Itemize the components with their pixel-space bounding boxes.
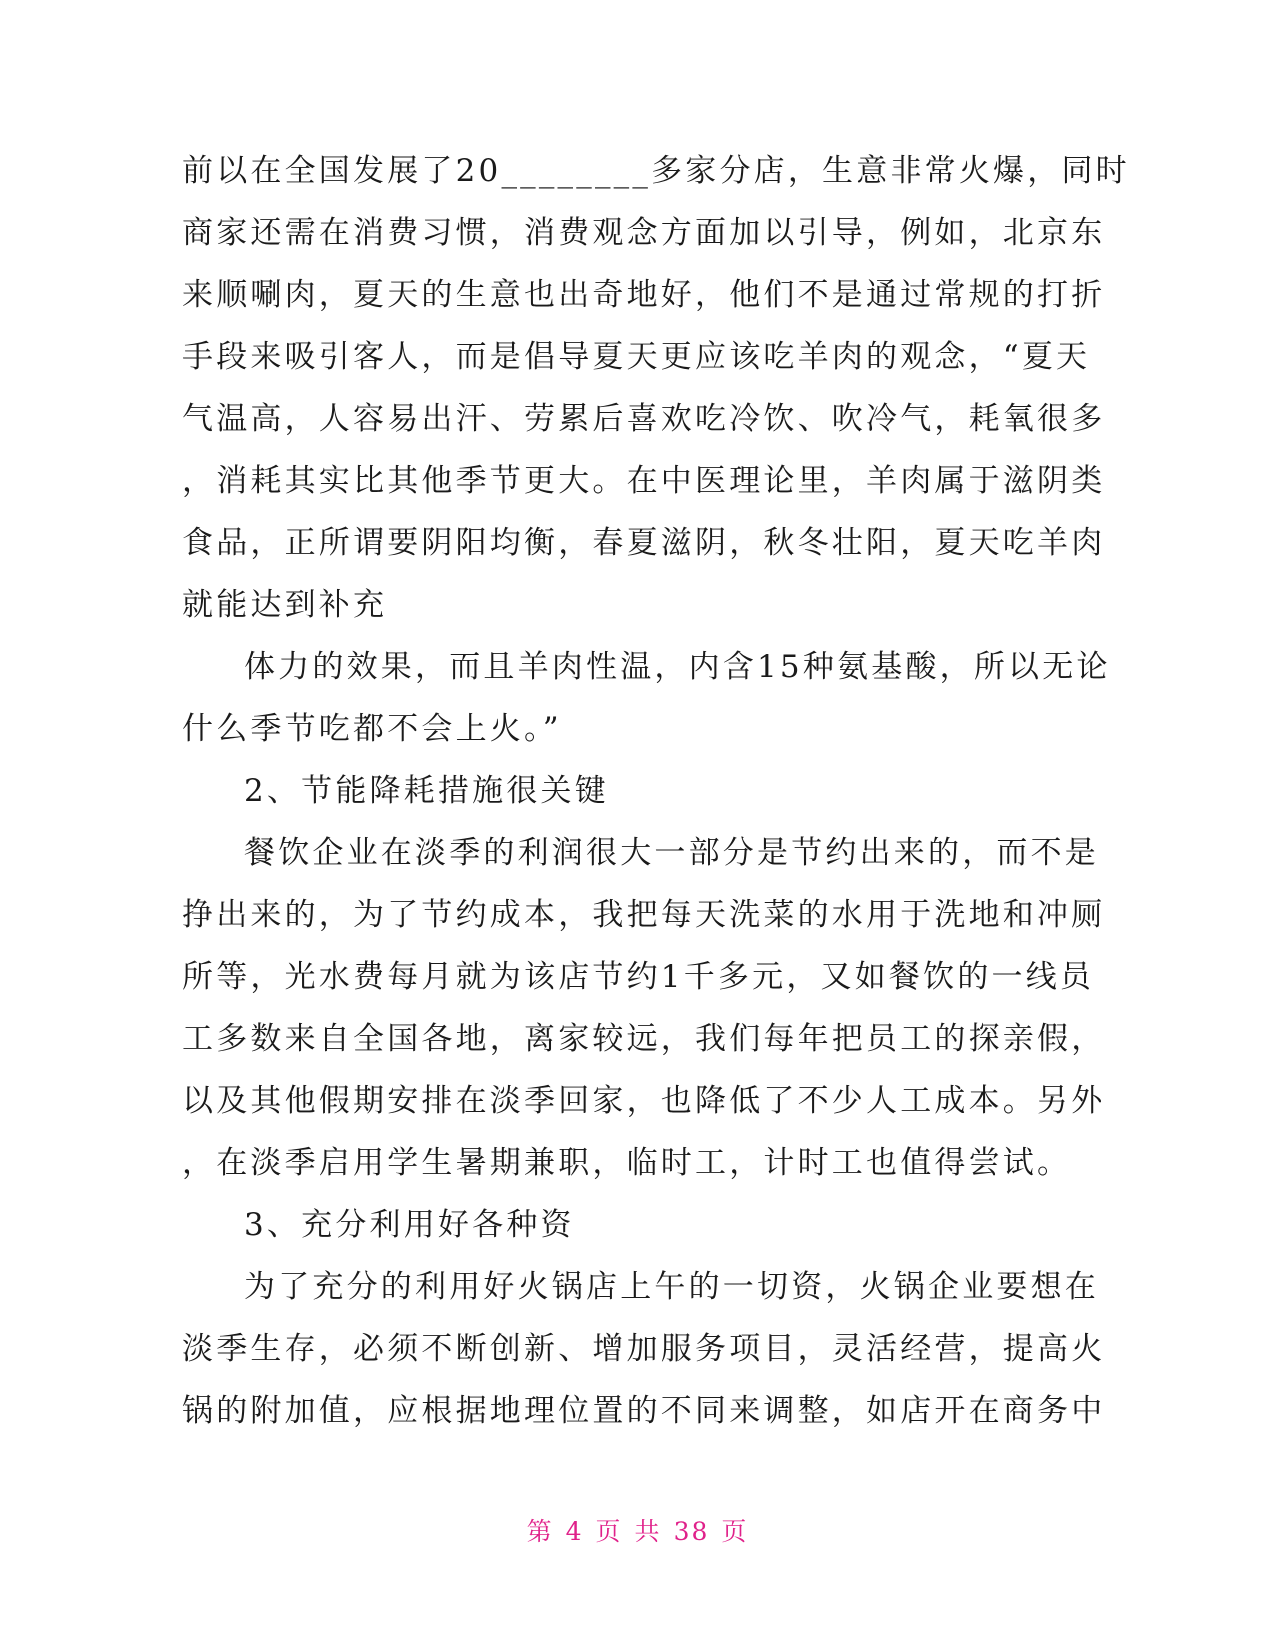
text-line: 就能达到补充 xyxy=(182,587,388,623)
text-line: 气温高，人容易出汗、劳累后喜欢吃冷饮、吹冷气，耗氧很多 xyxy=(182,401,1106,437)
text-line: 锅的附加值，应根据地理位置的不同来调整，如店开在商务中 xyxy=(182,1393,1106,1429)
text-line: ，在淡季启用学生暑期兼职，临时工，计时工也值得尝试。 xyxy=(182,1145,1072,1181)
text-line: 挣出来的，为了节约成本，我把每天洗菜的水用于洗地和冲厕 xyxy=(182,897,1106,933)
text-line: 手段来吸引客人，而是倡导夏天更应该吃羊肉的观念，“夏天 xyxy=(182,339,1091,375)
text-line: 商家还需在消费习惯，消费观念方面加以引导，例如，北京东 xyxy=(182,215,1106,251)
text-line: 体力的效果，而且羊肉性温，内含15种氨基酸，所以无论 xyxy=(244,649,1111,685)
page-current-number: 4 xyxy=(565,1517,584,1546)
text-line: 淡季生存，必须不断创新、增加服务项目，灵活经营，提高火 xyxy=(182,1331,1106,1367)
text-line: 以及其他假期安排在淡季回家，也降低了不少人工成本。另外 xyxy=(182,1083,1106,1119)
page-label-prefix: 第 xyxy=(526,1517,554,1546)
page-total-number: 38 xyxy=(673,1517,710,1546)
section-heading: 3、充分利用好各种资 xyxy=(244,1207,575,1243)
text-line: ，消耗其实比其他季节更大。在中医理论里，羊肉属于滋阴类 xyxy=(182,463,1106,499)
page-label-mid: 页 xyxy=(595,1517,623,1546)
text-line: 什么季节吃都不会上火。” xyxy=(182,711,562,747)
page-footer xyxy=(0,1512,1275,1548)
text-line: 前以在全国发展了20________多家分店，生意非常火爆，同时 xyxy=(182,153,1130,189)
text-line: 食品，正所谓要阴阳均衡，春夏滋阴，秋冬壮阳，夏天吃羊肉 xyxy=(182,525,1106,561)
body-text xyxy=(182,140,1130,1442)
page-total-suffix: 页 xyxy=(721,1517,749,1546)
text-line: 工多数来自全国各地，离家较远，我们每年把员工的探亲假， xyxy=(182,1021,1106,1057)
text-line: 所等，光水费每月就为该店节约1千多元，又如餐饮的一线员 xyxy=(182,959,1095,995)
text-line: 为了充分的利用好火锅店上午的一切资，火锅企业要想在 xyxy=(244,1269,1099,1305)
page-total-prefix: 共 xyxy=(634,1517,662,1546)
text-line: 餐饮企业在淡季的利润很大一部分是节约出来的，而不是 xyxy=(244,835,1099,871)
text-line: 来顺唰肉，夏天的生意也出奇地好，他们不是通过常规的打折 xyxy=(182,277,1106,313)
section-heading: 2、节能降耗措施很关键 xyxy=(244,773,609,809)
